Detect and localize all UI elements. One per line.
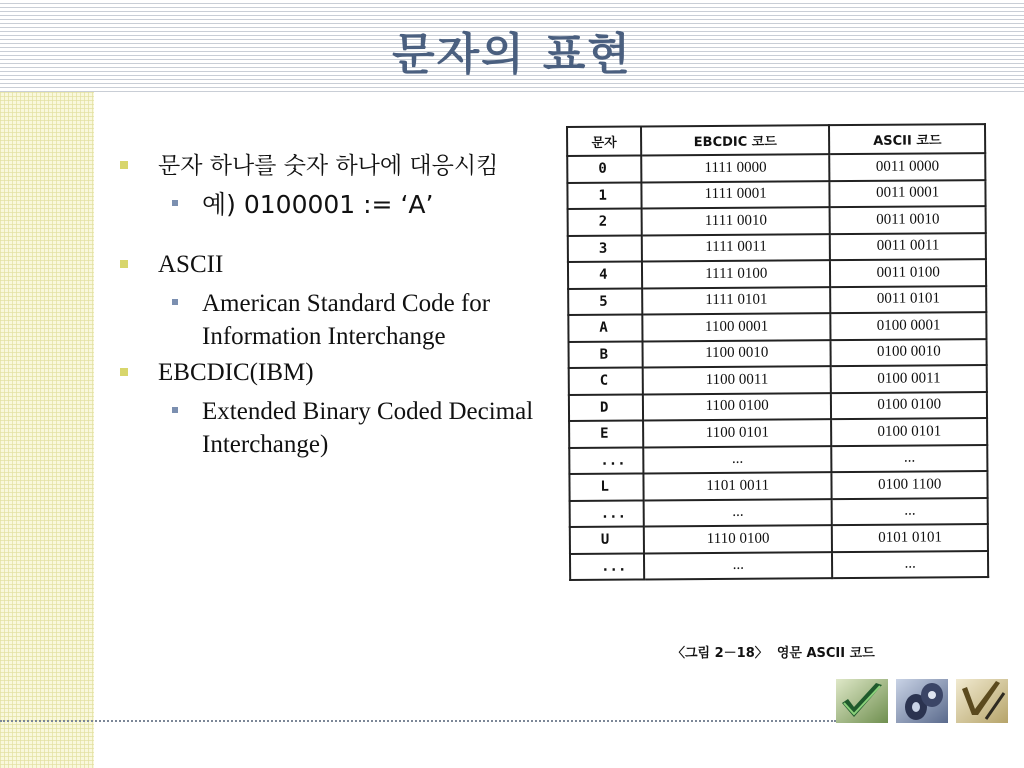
table-row <box>568 206 986 235</box>
sub-bullet-text: 예) 0100001 := ‘A’ <box>202 190 434 219</box>
cell-ascii: 0101 0101 <box>832 524 988 552</box>
cell-ebcdic: 1111 0010 <box>642 207 831 235</box>
bullet-list <box>118 150 538 461</box>
cell-ebcdic: 1111 0001 <box>641 181 830 209</box>
code-table-figure <box>566 123 989 581</box>
cell-ascii: 0011 0100 <box>830 259 986 287</box>
cell-ebcdic: 1100 0010 <box>643 340 832 368</box>
cell-char: 1 <box>567 182 641 209</box>
sub-bullet-text: Extended Binary Coded Decimal Interchange) <box>202 398 534 458</box>
bullet-item <box>118 249 538 353</box>
cell-char: U <box>570 526 644 553</box>
bullet-text: 문자 하나를 숫자 하나에 대응시킴 <box>158 153 499 179</box>
checkmark-icon <box>836 679 888 723</box>
bullet-marker <box>120 368 128 376</box>
cell-char: ... <box>570 553 644 580</box>
cell-ebcdic: 1111 0100 <box>642 260 831 288</box>
cell-ebcdic: ... <box>643 446 832 474</box>
cell-ebcdic: 1100 0101 <box>643 419 832 447</box>
sub-bullet-marker <box>172 200 178 206</box>
cell-ascii: 0011 0000 <box>830 153 986 181</box>
table-row <box>569 418 987 447</box>
disc-icon <box>896 679 948 723</box>
cell-char: ... <box>569 447 643 474</box>
header-ascii: ASCII 코드 <box>829 124 985 154</box>
table-row <box>569 392 987 421</box>
table-row <box>569 339 987 368</box>
cell-ascii: 0011 0001 <box>830 180 986 208</box>
table-row <box>570 524 988 553</box>
code-table <box>566 123 989 581</box>
cell-ascii: 0011 0010 <box>830 206 986 234</box>
cell-char: L <box>569 473 643 500</box>
cell-ebcdic: 1111 0000 <box>641 154 830 182</box>
cell-char: 3 <box>568 235 642 262</box>
table-row <box>568 233 986 262</box>
cell-ebcdic: 1100 0100 <box>643 393 832 421</box>
sub-bullet-item <box>158 395 538 461</box>
figure-caption: 〈그림 2－18〉 영문 ASCII 코드 <box>672 646 875 661</box>
sub-bullet-text: American Standard Code for Information Interchange <box>202 290 491 350</box>
table-row <box>570 498 988 527</box>
table-row <box>570 551 988 580</box>
sub-bullet-marker <box>172 299 178 305</box>
cell-char: 2 <box>568 208 642 235</box>
side-pattern-panel <box>0 92 94 768</box>
bottom-divider <box>0 720 836 722</box>
cell-char: 5 <box>568 288 642 315</box>
cell-char: A <box>568 314 642 341</box>
cell-ascii: ... <box>832 551 988 579</box>
table-header-row <box>567 124 985 156</box>
cell-ascii: 0100 0101 <box>831 418 987 446</box>
cell-ascii: ... <box>832 445 988 473</box>
header-char: 문자 <box>567 126 641 156</box>
cell-ascii: 0100 0001 <box>831 312 987 340</box>
bullet-marker <box>120 161 128 169</box>
table-row <box>567 153 985 182</box>
header-ebcdic: EBCDIC 코드 <box>641 125 830 155</box>
pen-icon <box>956 679 1008 723</box>
cell-ebcdic: 1110 0100 <box>644 525 833 553</box>
table-row <box>569 445 987 474</box>
cell-char: B <box>569 341 643 368</box>
cell-ebcdic: 1111 0011 <box>642 234 831 262</box>
bullet-marker <box>120 260 128 268</box>
cell-ascii: 0011 0101 <box>831 286 987 314</box>
cell-ebcdic: 1100 0011 <box>643 366 832 394</box>
cell-ebcdic: 1101 0011 <box>643 472 832 500</box>
sub-bullet-item <box>158 287 538 353</box>
table-row <box>569 471 987 500</box>
cell-char: 4 <box>568 261 642 288</box>
cell-char: ... <box>570 500 644 527</box>
cell-char: E <box>569 420 643 447</box>
cell-ascii: 0100 0010 <box>831 339 987 367</box>
slide-title: 문자의 표현 <box>392 29 632 80</box>
cell-ascii: 0100 1100 <box>832 471 988 499</box>
bullet-item <box>118 357 538 461</box>
cell-char: C <box>569 367 643 394</box>
table-row <box>568 312 986 341</box>
bullet-text: ASCII <box>158 251 224 278</box>
cell-ascii: 0100 0100 <box>831 392 987 420</box>
table-row <box>568 259 986 288</box>
sub-bullet-marker <box>172 407 178 413</box>
cell-char: D <box>569 394 643 421</box>
cell-ebcdic: 1111 0101 <box>642 287 831 315</box>
bullet-item <box>118 150 538 221</box>
cell-ebcdic: 1100 0001 <box>642 313 831 341</box>
cell-ebcdic: ... <box>644 552 833 580</box>
table-row <box>568 286 986 315</box>
sub-bullet-item <box>158 188 538 221</box>
table-row <box>567 180 985 209</box>
cell-ascii: ... <box>832 498 988 526</box>
bullet-text: EBCDIC(IBM) <box>158 359 314 386</box>
cell-ascii: 0100 0011 <box>831 365 987 393</box>
cell-ascii: 0011 0011 <box>830 233 986 261</box>
table-row <box>569 365 987 394</box>
cell-ebcdic: ... <box>644 499 833 527</box>
cell-char: 0 <box>567 155 641 182</box>
